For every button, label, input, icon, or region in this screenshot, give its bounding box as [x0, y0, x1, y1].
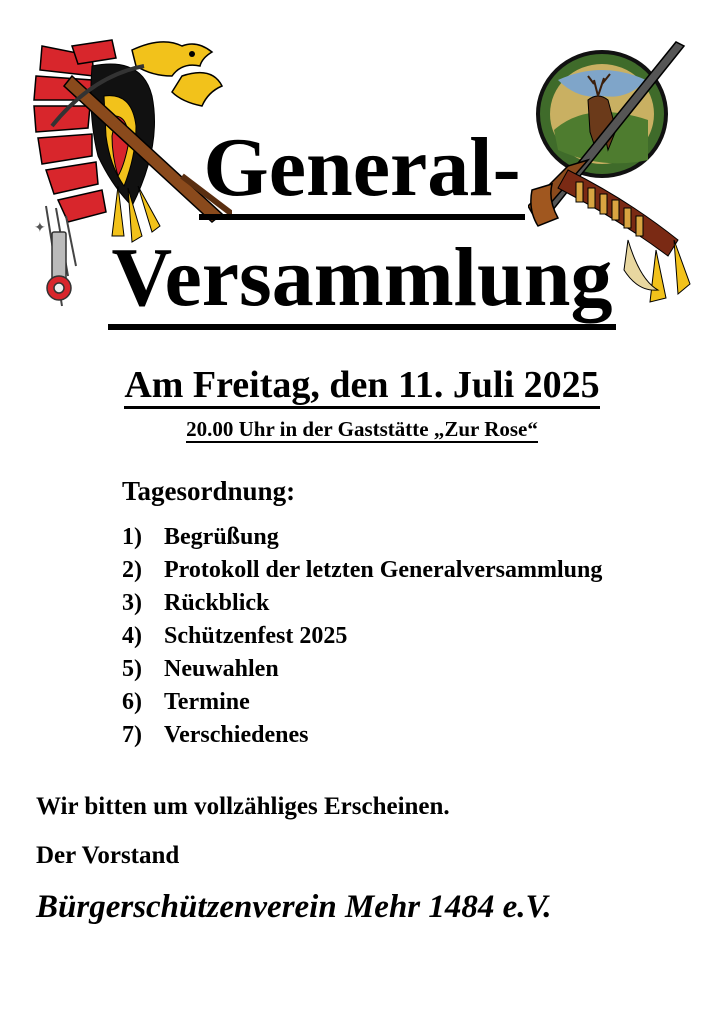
club-name: Bürgerschützenverein Mehr 1484 e.V.	[36, 889, 552, 925]
svg-text:✦: ✦	[34, 221, 46, 236]
board-signature: Der Vorstand	[36, 842, 180, 869]
agenda-item: 4) Schützenfest 2025	[122, 623, 348, 649]
page-title-line1: General-	[0, 126, 724, 210]
agenda-list	[122, 521, 602, 752]
event-time-place: 20.00 Uhr in der Gaststätte „Zur Rose“	[186, 417, 538, 441]
agenda-item: 3) Rückblick	[122, 590, 270, 616]
agenda-item: 5) Neuwahlen	[122, 656, 279, 682]
closing-text: Wir bitten um vollzähliges Erscheinen.	[36, 793, 450, 820]
agenda-item: 7) Verschiedenes	[122, 722, 309, 748]
agenda-item: 6) Termine	[122, 689, 250, 715]
agenda-item: 1) Begrüßung	[122, 524, 279, 550]
agenda-heading: Tagesordnung:	[122, 476, 296, 506]
agenda-item: 2) Protokoll der letzten Generalversammlung	[122, 557, 603, 583]
event-date: Am Freitag, den 11. Juli 2025	[0, 366, 724, 404]
page-title-line2: Versammlung	[0, 236, 724, 320]
